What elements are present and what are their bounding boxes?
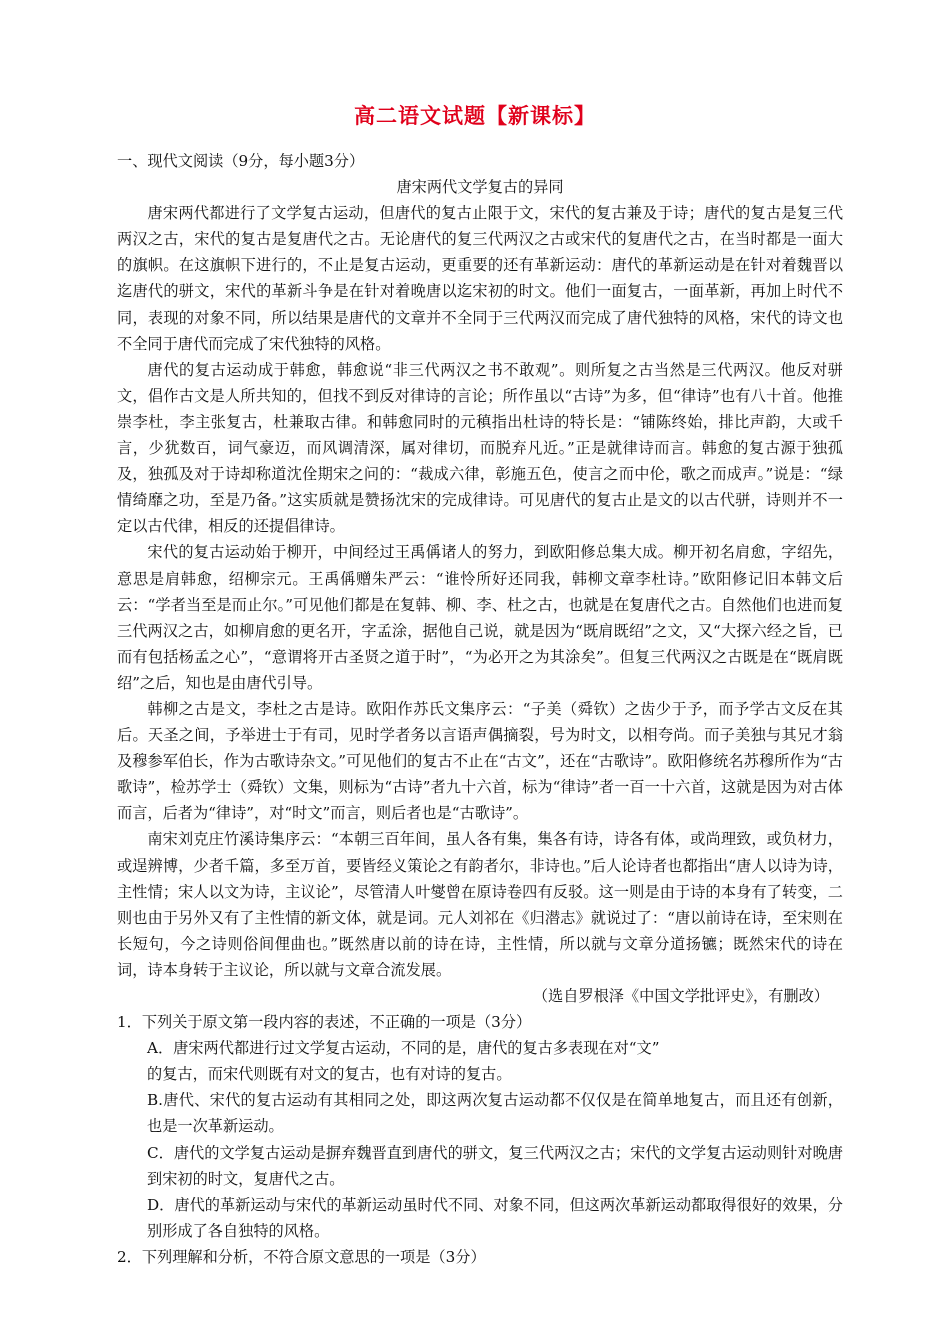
article-paragraph: 韩柳之古是文，李杜之古是诗。欧阳作苏氏文集序云：“子美（舜钦）之齿少于予，而予学古文反在其后。天圣之间，予举进士于有司，见时学者务以言语声偶摘裂，号为时文，以相夸尚。而子美独与其兄才翁及穆参军伯长，作为古歌诗杂文。”可见他们的复古不止在“古文”，还在“古歌诗”。欧阳修统名苏穆所作为“古歌诗”，检苏学士（舜钦）文集，则标为“古诗”者九十六首，标为“律诗”者一百一十六首，这就是因为对古体而言，后者为“律诗”，对“时文”而言，则后者也是“古歌诗”。 [117,699,843,823]
article-paragraph: 唐宋两代都进行了文学复古运动，但唐代的复古止限于文，宋代的复古兼及于诗；唐代的复古是复三代两汉之古，宋代的复古是复唐代之古。无论唐代的复三代两汉之古或宋代的复唐代之古，在当时都是一面大的旗帜。在这旗帜下进行的，不止是复古运动，更重要的还有革新运动：唐代的革新运动是在针对着魏晋以迄唐代的骈文，宋代的革新斗争是在针对着晚唐以迄宋初的时文。他们一面复古，一面革新，再加上时代不同，表现的对象不同，所以结果是唐代的文章并不全同于三代两汉而完成了唐代独特的风格，宋代的诗文也不全同于唐代而完成了宋代独特的风格。 [117,204,843,353]
article-paragraph: 宋代的复古运动始于柳开，中间经过王禹偁诸人的努力，到欧阳修总集大成。柳开初名肩愈，字绍先，意思是肩韩愈，绍柳宗元。王禹偁赠朱严云：“谁怜所好还同我，韩柳文章李杜诗。”欧阳修记旧本韩文后云：“学者当至是而止尔。”可见他们都是在复韩、柳、李、杜之古，也就是在复唐代之古。自然他们也进而复三代两汉之古，如柳肩愈的更名开，字孟涂，据他自己说，就是因为“既肩既绍”之文，又“大探六经之旨，已而有包括杨孟之心”，“意谓将开古圣贤之道于时”，“为必开之为其涂矣”。但复三代两汉之古既是在“既肩既绍”之后，知也是由唐代引导。 [117,543,843,692]
article-title: 唐宋两代文学复古的异同 [396,178,564,197]
answer-option-c: C．唐代的文学复古运动是摒弃魏晋直到唐代的骈文，复三代两汉之古；宋代的文学复古运动则针对晚唐到宋初的时文，复唐代之古。 [147,1143,843,1188]
section-heading: 一、现代文阅读（9分，每小题3分） [117,152,365,170]
answer-option-a-continued: 的复古，而宋代则既有对文的复古，也有对诗的复古。 [147,1065,512,1084]
source-note: （选自罗根泽《中国文学批评史》，有删改） [532,987,829,1005]
article-paragraph: 南宋刘克庄竹溪诗集序云：“本朝三百年间，虽人各有集，集各有诗，诗各有体，或尚理致，或负材力，或逞辨博，少者千篇，多至万首，要皆经义策论之有韵者尔，非诗也。”后人论诗者也都指出“唐人以诗为诗，主性情；宋人以文为诗，主议论”，尽管清人叶燮曾在原诗卷四有反驳。这一则是由于诗的本身有了转变，二则也由于另外又有了主性情的新文体，就是词。元人刘祁在《归潜志》就说过了：“唐以前诗在诗，至宋则在长短句，今之诗则俗间俚曲也。”既然唐以前的诗在诗，主性情，所以就与文章分道扬镳；既然宋代的诗在词，诗本身转于主议论，所以就与文章合流发展。 [117,830,843,979]
answer-option-a: A．唐宋两代都进行过文学复古运动，不同的是，唐代的复古多表现在对“文” [147,1039,660,1058]
answer-option-d: D．唐代的革新运动与宋代的革新运动虽时代不同、对象不同，但这两次革新运动都取得很好的效果，分别形成了各自独特的风格。 [147,1195,843,1240]
document-body [117,148,843,1270]
question-stem: 1．下列关于原文第一段内容的表述，不正确的一项是（3分） [117,1013,532,1032]
answer-option-b: B.唐代、宋代的复古运动有其相同之处，即这两次复古运动都不仅仅是在简单地复古，而且还有创新，也是一次革新运动。 [147,1091,843,1136]
question-stem: 2．下列理解和分析，不符合原文意思的一项是（3分） [117,1247,486,1266]
document-title: 高二语文试题【新课标】 [354,104,596,128]
article-paragraph: 唐代的复古运动成于韩愈，韩愈说“非三代两汉之书不敢观”。则所复之古当然是三代两汉。他反对骈文，倡作古文是人所共知的，但找不到反对律诗的言论；所作虽以“古诗”为多，但“律诗”也有八十首。他推崇李杜，李主张复古，杜兼取古律。和韩愈同时的元稹指出杜诗的特长是：“铺陈终始，排比声韵，大或千言，少犹数百，词气豪迈，而风调清深，属对律切，而脱弃凡近。”正是就律诗而言。韩愈的复古源于独孤及，独孤及对于诗却称道沈佺期宋之问的：“裁成六律，彰施五色，使言之而中伦，歌之而成声。”说是：“绿情绮靡之功，至是乃备。”这实质就是赞扬沈宋的完成律诗。可见唐代的复古止是文的以古代骈，诗则并不一定以古代律，相反的还提倡律诗。 [117,360,843,536]
